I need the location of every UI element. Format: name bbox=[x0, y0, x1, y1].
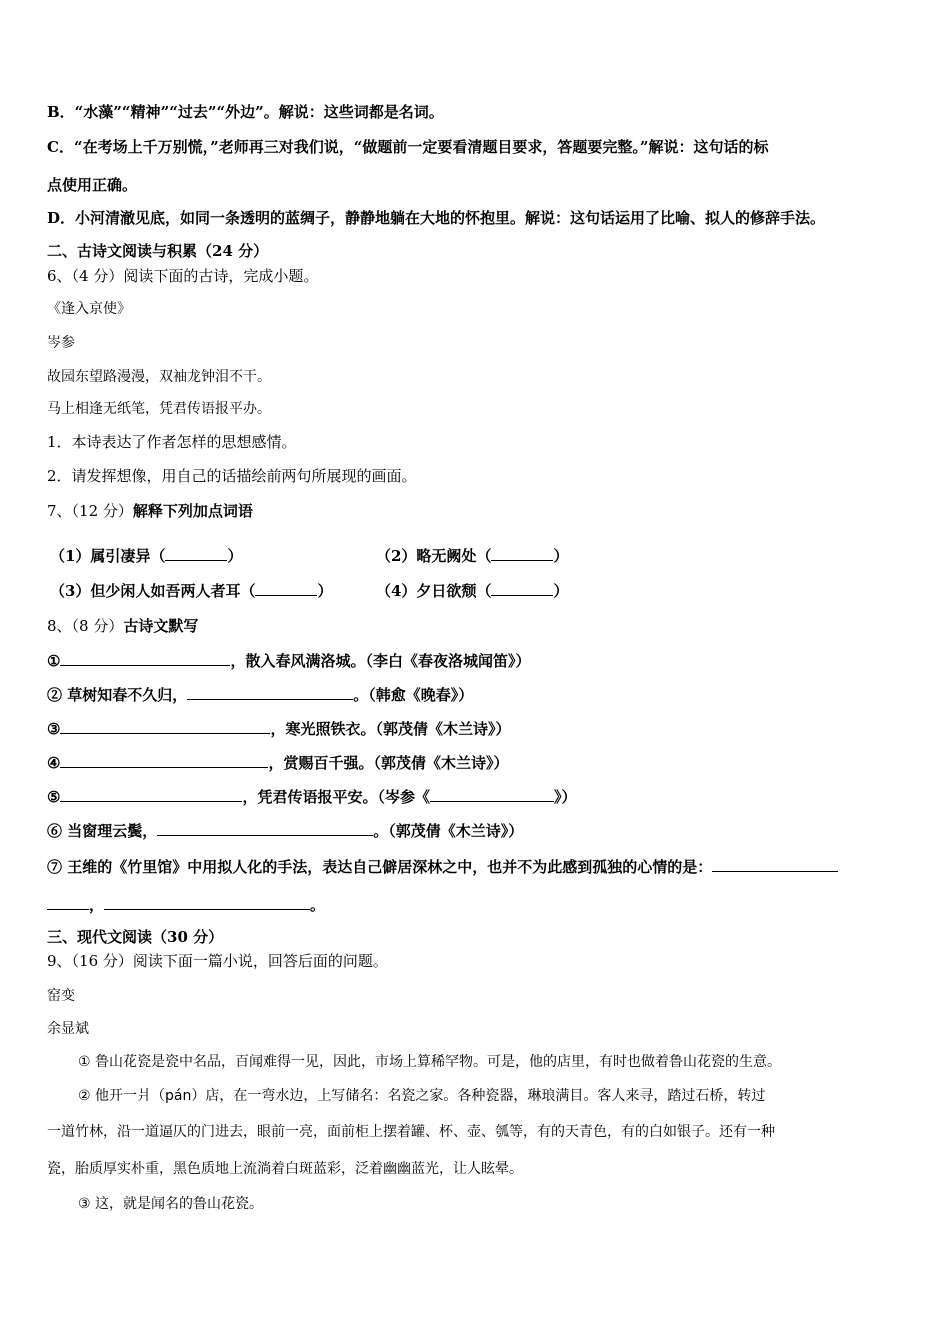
q8-line5-text: ，凭君传语报平安。（岑参《 bbox=[242, 788, 430, 806]
q7-item2 bbox=[376, 545, 568, 566]
q8-line5-blank2[interactable] bbox=[430, 786, 554, 802]
q8-line3-text: ，寒光照铁衣。（郭茂倩《木兰诗》） bbox=[270, 720, 511, 738]
section2-title: 二、古诗文阅读与积累（24 分） bbox=[47, 242, 269, 260]
q6-poem-author: 岑参 bbox=[47, 335, 75, 351]
q8-line7-comma: ， bbox=[89, 896, 105, 914]
q8-line6-blank[interactable] bbox=[157, 820, 373, 836]
section3-title: 三、现代文阅读（30 分） bbox=[47, 928, 224, 946]
q7-item2-close: ） bbox=[553, 547, 569, 565]
q7-item4 bbox=[376, 580, 568, 601]
q7-item1-close: ） bbox=[227, 547, 243, 565]
q8-line2-blank[interactable] bbox=[187, 684, 353, 700]
option-d: D．小河清澈见底，如同一条透明的蓝绸子，静静地躺在大地的怀抱里。解说：这句话运用了比喻、拟人的修辞手法。 bbox=[47, 209, 826, 227]
q8-line5-close: 》） bbox=[553, 788, 577, 806]
story-para2-line2: 一道竹林，沿一道逼仄的门进去，眼前一亮，面前柜上摆着罐、杯、壶、瓠等，有的天青色，有的白如银子。还有一种 bbox=[47, 1124, 775, 1140]
q8-line7-period: 。 bbox=[310, 896, 326, 914]
story-para1: ① 鲁山花瓷是瓷中名品，百闻难得一见，因此，市场上算稀罕物。可是，他的店里，有时也做着鲁山花瓷的生意。 bbox=[78, 1054, 781, 1070]
q8-line4-text: ，赏赐百千强。（郭茂倩《木兰诗》） bbox=[268, 754, 509, 772]
option-c-line2: 点使用正确。 bbox=[47, 176, 138, 194]
q7-item4-blank[interactable] bbox=[491, 580, 553, 596]
q6-stem: 6、（4 分）阅读下面的古诗，完成小题。 bbox=[47, 267, 319, 285]
q8-line2 bbox=[47, 684, 473, 705]
q8-line4 bbox=[47, 752, 508, 773]
q7-stem-bold: 解释下列加点词语 bbox=[132, 502, 253, 520]
q6-poem-line1: 故园东望路漫漫，双袖龙钟泪不干。 bbox=[47, 369, 271, 385]
q8-line1 bbox=[47, 650, 530, 671]
q8-line1-text: ，散入春风满洛城。（李白《春夜洛城闻笛》） bbox=[230, 652, 531, 670]
q8-stem-prefix: 8、（8 分） bbox=[47, 617, 124, 635]
q8-line4-num: ④ bbox=[47, 754, 61, 772]
q8-line5 bbox=[47, 786, 576, 807]
q8-line4-blank[interactable] bbox=[60, 752, 268, 768]
q8-line1-num: ① bbox=[47, 652, 61, 670]
q6-poem-title: 《逢入京使》 bbox=[47, 301, 131, 317]
option-c-line1: C．“在考场上千万别慌，”老师再三对我们说，“做题前一定要看清题目要求，答题要完整。”解说：这句话的标 bbox=[47, 138, 769, 156]
story-title: 窑变 bbox=[47, 988, 75, 1004]
q8-line2-text: ② 草树知春不久归， bbox=[47, 686, 188, 704]
story-para2-line3: 瓷，胎质厚实朴重，黑色质地上流淌着白斑蓝彩，泛着幽幽蓝光，让人眩晕。 bbox=[47, 1161, 523, 1177]
q7-item1 bbox=[50, 545, 242, 566]
q6-sub1: 1．本诗表达了作者怎样的思想感情。 bbox=[47, 433, 297, 451]
q7-item1-blank[interactable] bbox=[165, 545, 227, 561]
q7-stem bbox=[47, 501, 253, 521]
q8-line7-text: ⑦ 王维的《竹里馆》中用拟人化的手法，表达自己僻居深林之中，也并不为此感到孤独的心情的是： bbox=[47, 858, 713, 876]
q8-line2-source: 。（韩愈《晚春》） bbox=[353, 686, 474, 704]
q8-stem-bold: 古诗文默写 bbox=[123, 617, 199, 635]
q8-line7 bbox=[47, 856, 838, 877]
q8-line5-num: ⑤ bbox=[47, 788, 61, 806]
q8-line3 bbox=[47, 718, 510, 739]
q7-stem-prefix: 7、（12 分） bbox=[47, 502, 133, 520]
q7-item4-close: ） bbox=[553, 582, 569, 600]
story-para3: ③ 这，就是闻名的鲁山花瓷。 bbox=[78, 1196, 264, 1212]
q8-line7-blank3[interactable] bbox=[104, 894, 310, 910]
q7-item1-text: （1）属引凄异（ bbox=[50, 547, 166, 565]
q7-item3 bbox=[50, 580, 332, 601]
q7-item3-text: （3）但少闲人如吾两人者耳（ bbox=[50, 582, 256, 600]
q8-line7-blank1[interactable] bbox=[712, 856, 838, 872]
q7-item2-text: （2）略无阙处（ bbox=[376, 547, 492, 565]
option-b: B．“水藻”“精神”“过去”“外边”。解说：这些词都是名词。 bbox=[47, 103, 444, 121]
q6-poem-line2: 马上相逢无纸笔，凭君传语报平办。 bbox=[47, 401, 271, 417]
q8-line6-source: 。（郭茂倩《木兰诗》） bbox=[373, 822, 524, 840]
q8-stem bbox=[47, 616, 198, 636]
q8-line6 bbox=[47, 820, 523, 841]
q8-line7-cont bbox=[47, 894, 325, 915]
q7-item2-blank[interactable] bbox=[491, 545, 553, 561]
story-para2-line1: ② 他开一爿（pán）店，在一弯水边，上写储名：名瓷之家。各种瓷器，琳琅满目。客人来寻，踏过石桥，转过 bbox=[78, 1088, 766, 1104]
q9-stem: 9、（16 分）阅读下面一篇小说，回答后面的问题。 bbox=[47, 952, 388, 970]
q7-item3-close: ） bbox=[317, 582, 333, 600]
q8-line3-blank[interactable] bbox=[60, 718, 270, 734]
q8-line3-num: ③ bbox=[47, 720, 61, 738]
q6-sub2: 2．请发挥想像，用自己的话描绘前两句所展现的画面。 bbox=[47, 467, 417, 485]
q8-line5-blank1[interactable] bbox=[60, 786, 242, 802]
q8-line7-blank2[interactable] bbox=[47, 894, 89, 910]
q7-item3-blank[interactable] bbox=[255, 580, 317, 596]
q8-line6-text: ⑥ 当窗理云鬓， bbox=[47, 822, 158, 840]
q7-item4-text: （4）夕日欲颓（ bbox=[376, 582, 492, 600]
q8-line1-blank[interactable] bbox=[60, 650, 230, 666]
story-author: 余显斌 bbox=[47, 1021, 89, 1037]
